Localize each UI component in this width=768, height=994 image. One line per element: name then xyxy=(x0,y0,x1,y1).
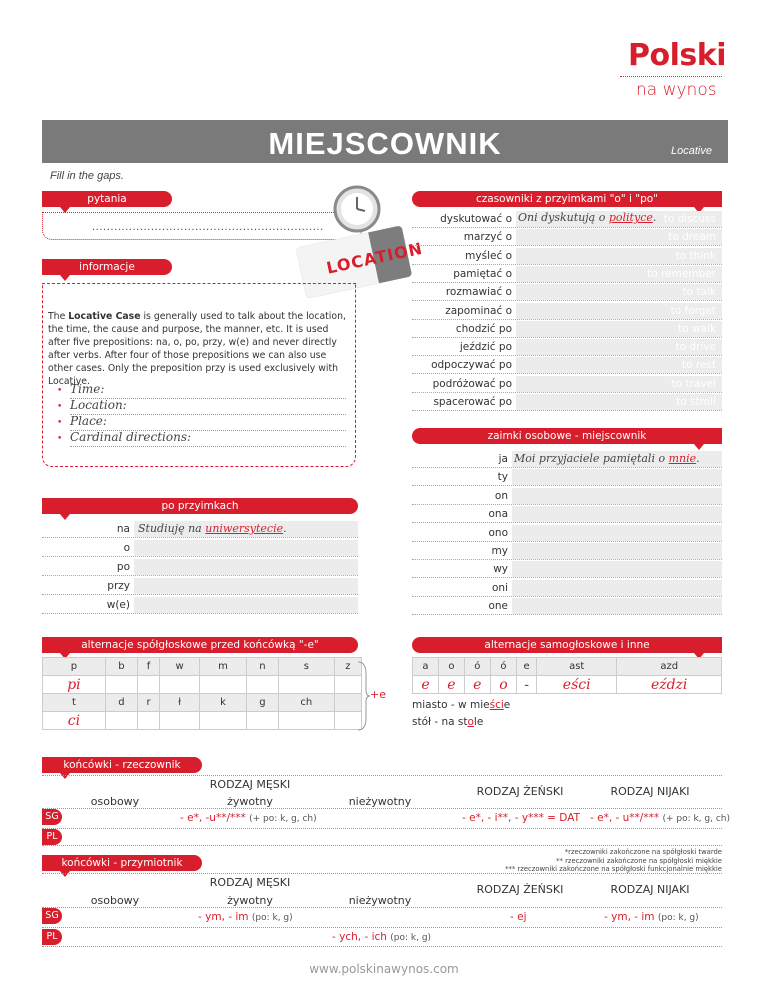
preposition-label: w(e) xyxy=(106,599,130,611)
pronoun-row xyxy=(412,560,722,578)
consonant-answer-cell[interactable] xyxy=(200,676,247,694)
verb-label: spacerować po xyxy=(433,396,512,408)
adj-personal: osobowy xyxy=(90,894,140,907)
consonant-letter: ch xyxy=(278,694,334,712)
preposition-answer-cell[interactable] xyxy=(134,597,358,613)
brace-icon xyxy=(356,660,370,732)
pronoun-row xyxy=(412,487,722,505)
adj-sg-masc: - ym, - im (po: k, g) xyxy=(198,911,293,923)
consonant-answer-cell[interactable] xyxy=(43,676,106,694)
consonant-answer: ci xyxy=(67,712,81,729)
footer-url[interactable]: www.polskinawynos.com xyxy=(309,962,459,976)
footnotes: *rzeczowniki zakończone na spółgłoski twarde ** rzeczowniki zakończone na spółgłoski miękkie *** rzeczowniki zakończone na spółgłoski funkcjonalnie miękkie xyxy=(505,848,722,873)
consonant-letter: d xyxy=(105,694,137,712)
verb-label: marzyć o xyxy=(463,231,512,244)
adj-fem-header: RODZAJ ŻEŃSKI xyxy=(476,883,564,896)
preposition-answer-cell[interactable] xyxy=(134,540,358,556)
vowel-answer: e xyxy=(447,676,456,693)
vowel-letter: o xyxy=(438,658,464,676)
verb-translation: to talk xyxy=(682,286,716,299)
page-subtitle: Locative xyxy=(671,145,712,157)
vowels-label: alternacje samogłoskowe i inne xyxy=(412,637,722,653)
pytania-label: pytania xyxy=(42,191,172,207)
consonant-letter: z xyxy=(334,658,361,676)
preposition-answer-cell[interactable] xyxy=(134,578,358,594)
consonant-letter: k xyxy=(200,694,247,712)
logo-subtitle: na wynos xyxy=(636,80,717,100)
preposition-row xyxy=(42,577,358,595)
vowel-letter: ó xyxy=(464,658,490,676)
verb-row xyxy=(412,247,722,265)
verb-label: jeździć po xyxy=(459,341,512,354)
verb-translation: to walk xyxy=(678,322,716,335)
vowel-letter: azd xyxy=(617,658,722,676)
pronoun-label: ty xyxy=(497,471,508,484)
verbs-label: czasowniki z przyimkami "o" i "po" xyxy=(412,191,722,207)
verb-translation: to drive xyxy=(675,341,716,354)
verb-row xyxy=(412,302,722,320)
verb-example: Oni dyskutują o polityce. xyxy=(518,211,657,224)
noun-sg-fem: - e*, - i**, - y*** = DAT xyxy=(462,812,580,824)
noun-sg-neut: - e*, - u**/*** (+ po: k, g, ch) xyxy=(590,812,730,824)
verb-row xyxy=(412,283,722,301)
pronoun-answer-cell[interactable] xyxy=(512,525,722,541)
pronoun-answer-cell[interactable] xyxy=(512,561,722,577)
pronoun-row xyxy=(412,579,722,597)
preposition-label: po xyxy=(116,561,130,573)
verb-row xyxy=(412,265,722,283)
preposition-label: o xyxy=(123,542,130,554)
consonant-answer-cell[interactable] xyxy=(105,712,137,730)
informacje-label: informacje xyxy=(42,259,172,275)
adj-animate: żywotny xyxy=(227,894,273,907)
preposition-example: Studiuję na uniwersytecie. xyxy=(138,522,287,535)
consonant-letter: r xyxy=(137,694,159,712)
pronoun-answer-cell[interactable] xyxy=(512,598,722,614)
adj-sg-badge: SG xyxy=(42,908,62,924)
vowel-answer: e xyxy=(473,676,482,693)
verb-row xyxy=(412,375,722,393)
suffix-e: +e xyxy=(370,688,386,701)
vowel-example-1: miasto - w mieście xyxy=(412,699,511,711)
vowel-answer: - xyxy=(524,676,529,693)
consonant-answer-cell[interactable] xyxy=(246,676,278,694)
pronoun-row xyxy=(412,468,722,486)
pronoun-answer-cell[interactable] xyxy=(512,580,722,596)
consonants-grid xyxy=(42,657,362,730)
consonant-letter: s xyxy=(278,658,334,676)
bullet-location: • Location: xyxy=(70,398,127,412)
consonants-label: alternacje spółgłoskowe przed końcówką "-e" xyxy=(42,637,358,653)
noun-animate: żywotny xyxy=(227,795,273,808)
adj-endings-label: końcówki - przymiotnik xyxy=(42,855,202,871)
verb-translation: to forget xyxy=(670,304,716,317)
verb-label: dyskutować o xyxy=(440,213,512,225)
pronoun-row xyxy=(412,505,722,523)
vowel-result xyxy=(464,676,490,694)
adj-sg-neut: - ym, - im (po: k, g) xyxy=(604,911,699,923)
vowels-grid xyxy=(412,657,722,694)
verb-label: odpoczywać po xyxy=(431,359,512,372)
vowel-answer: o xyxy=(499,676,508,693)
vowel-answer: eździ xyxy=(650,676,688,693)
consonant-letter: n xyxy=(246,658,278,676)
consonant-answer-cell[interactable] xyxy=(200,712,247,730)
noun-personal: osobowy xyxy=(90,795,140,808)
consonant-answer-cell[interactable] xyxy=(278,676,334,694)
adj-pl-all: - ych, - ich (po: k, g) xyxy=(332,931,432,943)
verb-label: zapominać o xyxy=(445,304,512,317)
consonant-answer-cell[interactable] xyxy=(137,676,159,694)
verb-translation: to dream xyxy=(668,231,716,244)
verb-row xyxy=(412,320,722,338)
pronoun-row xyxy=(412,597,722,615)
preposition-answer-cell[interactable] xyxy=(134,559,358,575)
verb-translation: to think xyxy=(675,249,716,262)
pronoun-answer-cell[interactable] xyxy=(512,543,722,559)
consonant-letter: w xyxy=(160,658,200,676)
pronoun-example: Moi przyjaciele pamiętali o mnie. xyxy=(514,452,700,465)
verb-translation: to stroll xyxy=(676,396,716,408)
vowel-result xyxy=(517,676,537,694)
adj-pl-badge: PL xyxy=(42,929,62,945)
verb-translation: to remember xyxy=(647,267,716,280)
consonant-answer-cell[interactable] xyxy=(105,676,137,694)
consonant-letter: f xyxy=(137,658,159,676)
noun-inanimate: nieżywotny xyxy=(348,795,412,808)
preposition-row xyxy=(42,539,358,557)
noun-sg-masc: - e*, -u**/*** (+ po: k, g, ch) xyxy=(180,812,317,824)
consonant-answer-cell[interactable] xyxy=(43,712,106,730)
consonant-letter: t xyxy=(43,694,106,712)
verb-label: podróżować po xyxy=(432,377,512,390)
consonant-answer-cell[interactable] xyxy=(160,676,200,694)
noun-sg-badge: SG xyxy=(42,809,62,825)
pronoun-row xyxy=(412,524,722,542)
verb-row xyxy=(412,393,722,411)
pronoun-label: my xyxy=(491,545,508,557)
consonant-letter: g xyxy=(246,694,278,712)
informacje-text: The Locative Case is generally used to talk about the location, the time, the cause and purpose, the manner, etc. It is used after five prepositions: na, o, po, przy, w(e) and never directly after verbs. After four of those prepositions we can also use other cases. Only the preposition przy is used exclusively with Locative. xyxy=(48,311,346,387)
verb-label: chodzić po xyxy=(455,322,512,335)
vowel-letter: ast xyxy=(537,658,617,676)
pronoun-answer-cell[interactable] xyxy=(512,506,722,522)
pronouns-label: zaimki osobowe - miejscownik xyxy=(412,428,722,444)
vowel-result xyxy=(490,676,516,694)
vowel-result xyxy=(617,676,722,694)
vowel-result xyxy=(438,676,464,694)
adj-neut-header: RODZAJ NIJAKI xyxy=(610,883,690,896)
verb-row xyxy=(412,228,722,246)
vowel-letter: ó xyxy=(490,658,516,676)
verb-row xyxy=(412,210,722,228)
page-title: MIEJSCOWNIK xyxy=(268,126,502,161)
logo: Polski xyxy=(628,38,726,73)
consonant-letter: ł xyxy=(160,694,200,712)
pronoun-label: wy xyxy=(493,563,508,576)
bullet-cardinal: • Cardinal directions: xyxy=(70,430,191,444)
instruction: Fill in the gaps. xyxy=(50,170,124,182)
stamp-text: LOCATION xyxy=(324,238,425,278)
pronoun-row xyxy=(412,542,722,560)
pronoun-row xyxy=(412,450,722,468)
bullet-time: • Time: xyxy=(70,382,104,396)
verb-row xyxy=(412,356,722,374)
verb-label: rozmawiać o xyxy=(445,286,512,299)
vowel-example-2: stół - na stole xyxy=(412,716,484,728)
pronoun-answer-cell[interactable] xyxy=(512,469,722,485)
consonant-answer-cell[interactable] xyxy=(160,712,200,730)
pronoun-label: one xyxy=(488,600,508,613)
vowel-letter: a xyxy=(413,658,439,676)
vowel-letter: e xyxy=(517,658,537,676)
preposition-row xyxy=(42,520,358,538)
preposition-row xyxy=(42,596,358,614)
verb-row xyxy=(412,338,722,356)
vowel-result xyxy=(537,676,617,694)
pronoun-label: ona xyxy=(488,508,508,521)
adj-inanimate: nieżywotny xyxy=(348,894,412,907)
consonant-answer-cell[interactable] xyxy=(278,712,334,730)
verb-label: pamiętać o xyxy=(453,267,512,280)
pronoun-label: ja xyxy=(498,453,508,465)
consonant-answer-cell[interactable] xyxy=(246,712,278,730)
vowel-result xyxy=(413,676,439,694)
consonant-answer: pi xyxy=(67,676,81,693)
pronoun-answer-cell[interactable] xyxy=(512,488,722,504)
bullet-place: • Place: xyxy=(70,414,107,428)
consonant-answer-cell[interactable] xyxy=(137,712,159,730)
clock-icon xyxy=(332,184,382,234)
verb-label: myśleć o xyxy=(465,249,512,262)
adj-sg-fem: - ej xyxy=(510,911,527,923)
pytania-answer-line[interactable]: ............................................................... xyxy=(92,222,324,233)
pronoun-label: on xyxy=(494,489,508,502)
preposition-row xyxy=(42,558,358,576)
preposition-label: na xyxy=(116,523,130,535)
noun-neut-header: RODZAJ NIJAKI xyxy=(610,785,690,798)
adj-masc-header: RODZAJ MĘSKI xyxy=(209,876,291,889)
verb-translation: to rest xyxy=(681,359,716,372)
pronoun-label: ono xyxy=(488,526,508,539)
noun-pl-badge: PL xyxy=(42,829,62,845)
consonant-letter: m xyxy=(200,658,247,676)
consonant-letter: b xyxy=(105,658,137,676)
vowel-answer: e xyxy=(421,676,430,693)
noun-fem-header: RODZAJ ŻEŃSKI xyxy=(476,785,564,798)
logo-divider xyxy=(620,76,722,77)
pronoun-label: oni xyxy=(492,581,508,594)
consonant-letter: p xyxy=(43,658,106,676)
prepositions-label: po przyimkach xyxy=(42,498,358,514)
verb-translation: to travel xyxy=(671,377,716,390)
noun-masc-header: RODZAJ MĘSKI xyxy=(209,778,291,791)
title-banner xyxy=(42,120,728,163)
verb-translation: to discuss xyxy=(663,213,716,225)
preposition-label: przy xyxy=(107,580,130,592)
noun-endings-label: końcówki - rzeczownik xyxy=(42,757,202,773)
vowel-answer: eści xyxy=(562,676,591,693)
